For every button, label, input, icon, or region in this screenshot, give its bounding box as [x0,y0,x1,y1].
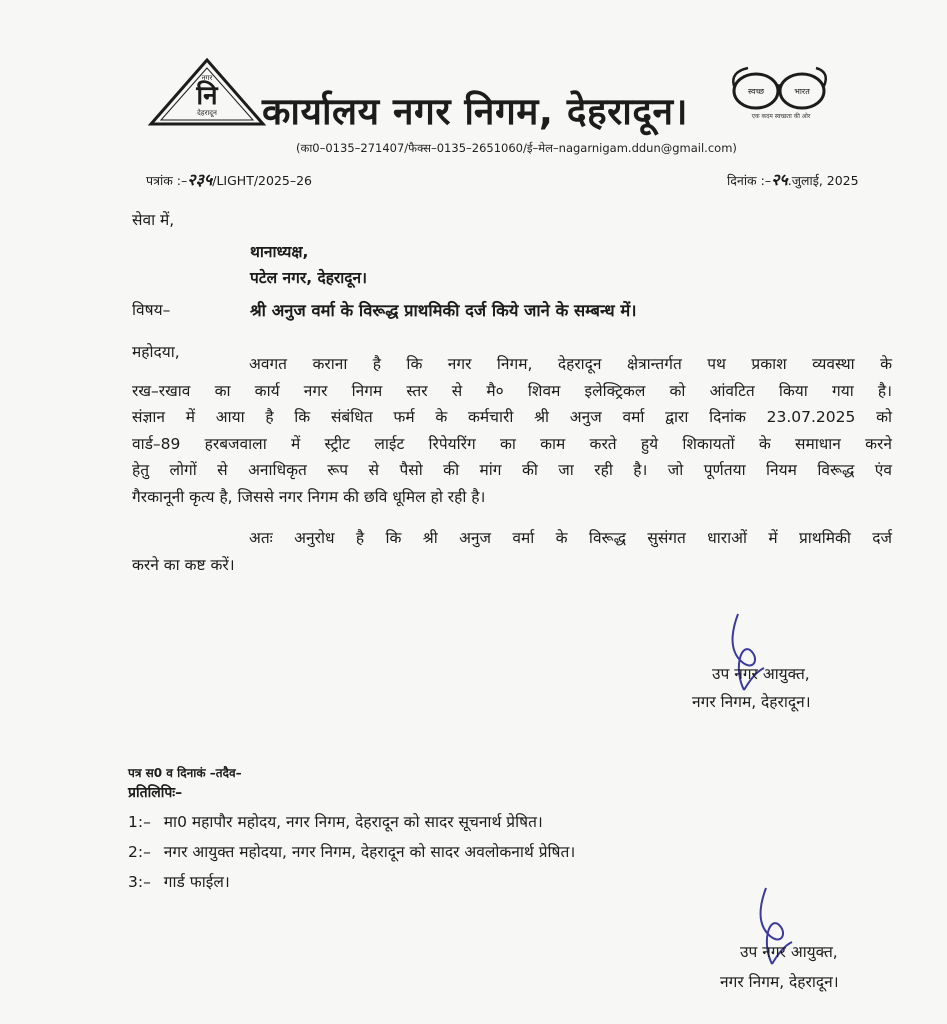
reference-handwritten-number: २३५ [187,170,213,189]
addressee-line-1: थानाध्यक्ष, [250,243,309,261]
reference-number [146,168,312,190]
copy-item-text: गार्ड फाईल। [163,873,230,891]
date-label: दिनांक :– [727,173,772,188]
copy-item-number: 3:– [128,873,151,891]
paragraph-line: अवगत कराना है कि नगर निगम, देहरादून क्षेत्रान्तर्गत पथ प्रकाश व्यवस्था के [249,355,892,373]
signature-1-office: नगर निगम, देहरादून। [692,693,811,711]
copy-item-2 [128,840,575,862]
paragraph-line: वार्ड–89 हरबजवाला में स्ट्रीट लाईट रिपेयरिंग का काम करते हुये शिकायतों के समाधान करने [132,434,892,453]
copy-item-number: 1:– [128,813,151,831]
greeting: महोदया, [132,343,180,361]
swachh-bharat-logo [726,64,836,126]
signature-mark-1-icon [720,610,780,700]
nagar-nigam-logo [148,58,266,128]
paragraph-line: अतः अनुरोध है कि श्री अनुज वर्मा के विरूद्ध सुसंगत धाराओं में प्राथमिकी दर्ज [249,529,892,547]
signature-1-designation: उप नगर आयुक्त, [712,665,810,683]
paragraph-line: रख–रखाव का कार्य नगर निगम स्तर से मै० शिवम इलेक्ट्रिकल को आंवटित किया गया है। [132,381,892,400]
date-rest: .जुलाई, 2025 [787,173,859,188]
copy-heading: प्रतिलिपिः– [128,785,183,801]
paragraph-line: करने का कष्ट करें। [132,555,235,574]
subject-label: विषय– [132,301,171,319]
date-handwritten-day: २५ [771,170,788,189]
logo-bottom-text: देहरादून [197,109,217,117]
reference-label: पत्रांक :– [146,173,188,188]
signature-2-office: नगर निगम, देहरादून। [720,973,839,991]
body-paragraph-1 [132,351,892,510]
swachh-tagline: एक कदम स्वच्छता की ओर [751,113,811,120]
reference-suffix: /LIGHT/2025–26 [212,173,313,188]
subject-text: श्री अनुज वर्मा के विरूद्ध प्राथमिकी दर्ज किये जाने के सम्बन्ध में। [250,301,637,320]
paragraph-line: हेतु लोगों से अनाधिकृत रूप से पैसो की मांग की जा रही है। जो पूर्णतया नियम विरूद्ध एंव [132,461,892,479]
paragraph-line: गैरकानूनी कृत्य है, जिससे नगर निगम की छवि धूमिल हो रही है। [132,487,486,506]
copy-item-text: नगर आयुक्त महोदया, नगर निगम, देहरादून को सादर अवलोकनार्थ प्रेषित। [163,843,576,861]
body-paragraph-2 [132,525,892,578]
office-title: कार्यालय नगर निगम, देहरादून। [262,90,689,133]
swachh-right-text: भारत [794,87,810,96]
addressee-line-2: पटेल नगर, देहरादून। [250,269,367,287]
paragraph-line: संज्ञान में आया है कि संबंधित फर्म के कर्मचारी श्री अनुज वर्मा द्वारा दिनांक 23.07.2025 को [132,408,892,426]
letter-date [727,168,859,190]
contact-line: (का0–0135–271407/फैक्स–0135–2651060/ई–मेल–nagarnigam.ddun@gmail.com) [296,141,737,155]
signature-2-designation: उप नगर आयुक्त, [740,943,838,961]
copy-item-1 [128,810,543,832]
copy-item-number: 2:– [128,843,151,861]
copy-reference-line: पत्र स0 व दिनाकं –तदैव– [128,766,242,780]
swachh-left-text: स्वच्छ [747,87,765,96]
logo-top-text: नगर [201,74,213,82]
copy-item-text: मा0 महापौर महोदय, नगर निगम, देहरादून को सादर सूचनार्थ प्रेषित। [163,813,543,831]
logo-letter: नि [196,81,218,111]
copy-item-3 [128,870,230,892]
salutation-to: सेवा में, [132,211,175,229]
spectacles-icon [726,64,836,114]
